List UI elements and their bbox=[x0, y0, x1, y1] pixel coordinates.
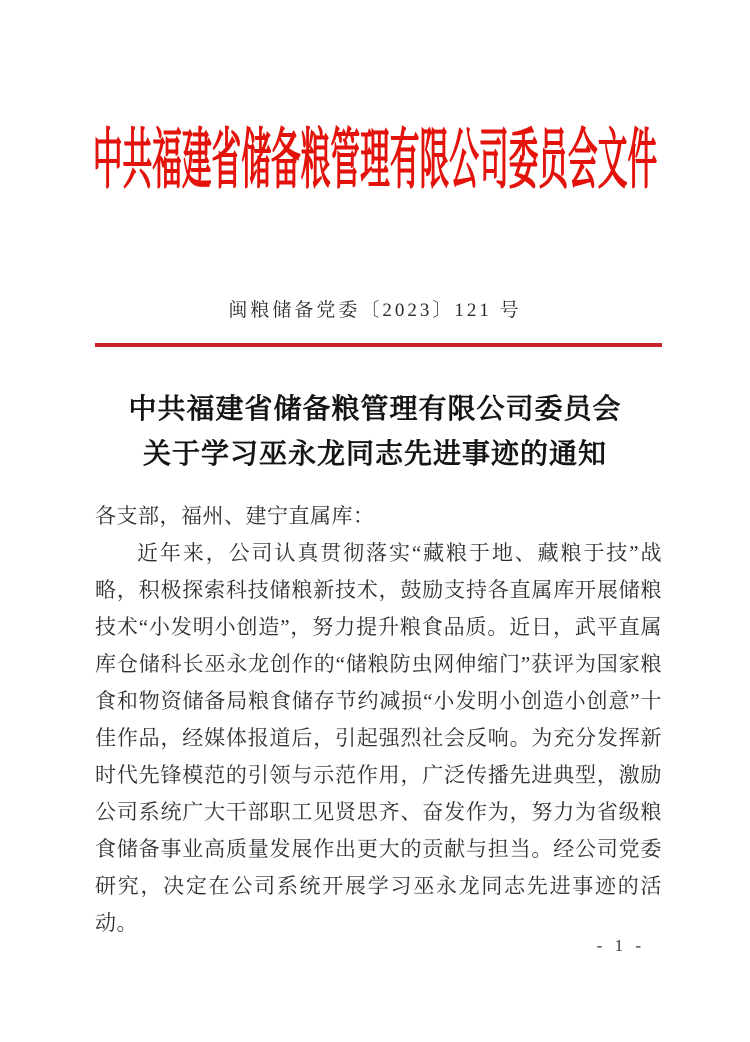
document-title-line1: 中共福建省储备粮管理有限公司委员会 bbox=[128, 394, 622, 425]
document-title-line2: 关于学习巫永龙同志先进事迹的通知 bbox=[142, 439, 607, 470]
document-title bbox=[0, 387, 750, 477]
body-paragraph: 近年来，公司认真贯彻落实“藏粮于地、藏粮于技”战略，积极探索科技储粮新技术，鼓励支持各直属库开展储粮技术“小发明小创造”，努力提升粮食品质。近日，武平直属库仓储科长巫永龙创作的“储粮防虫网伸缩门”获评为国家粮食和物资储备局粮食储存节约减损“小发明小创造小创意”十佳作品，经媒体报道后，引起强烈社会反响。为充分发挥新时代先锋模范的引领与示范作用，广泛传播先进典型，激励公司系统广大干部职工见贤思齐、奋发作为，努力为省级粮食储备事业高质量发展作出更大的贡献与担当。经公司党委研究，决定在公司系统开展学习巫永龙同志先进事迹的活动。 bbox=[95, 541, 662, 935]
red-divider-line bbox=[95, 343, 662, 347]
letterhead-title: 中共福建省储备粮管理有限公司委员会文件 bbox=[92, 124, 658, 197]
document-number: 闽粮储备党委〔2023〕121 号 bbox=[228, 300, 522, 321]
document-body bbox=[95, 498, 662, 942]
page-number: - 1 - bbox=[596, 936, 645, 955]
salutation: 各支部，福州、建宁直属库： bbox=[95, 504, 375, 528]
